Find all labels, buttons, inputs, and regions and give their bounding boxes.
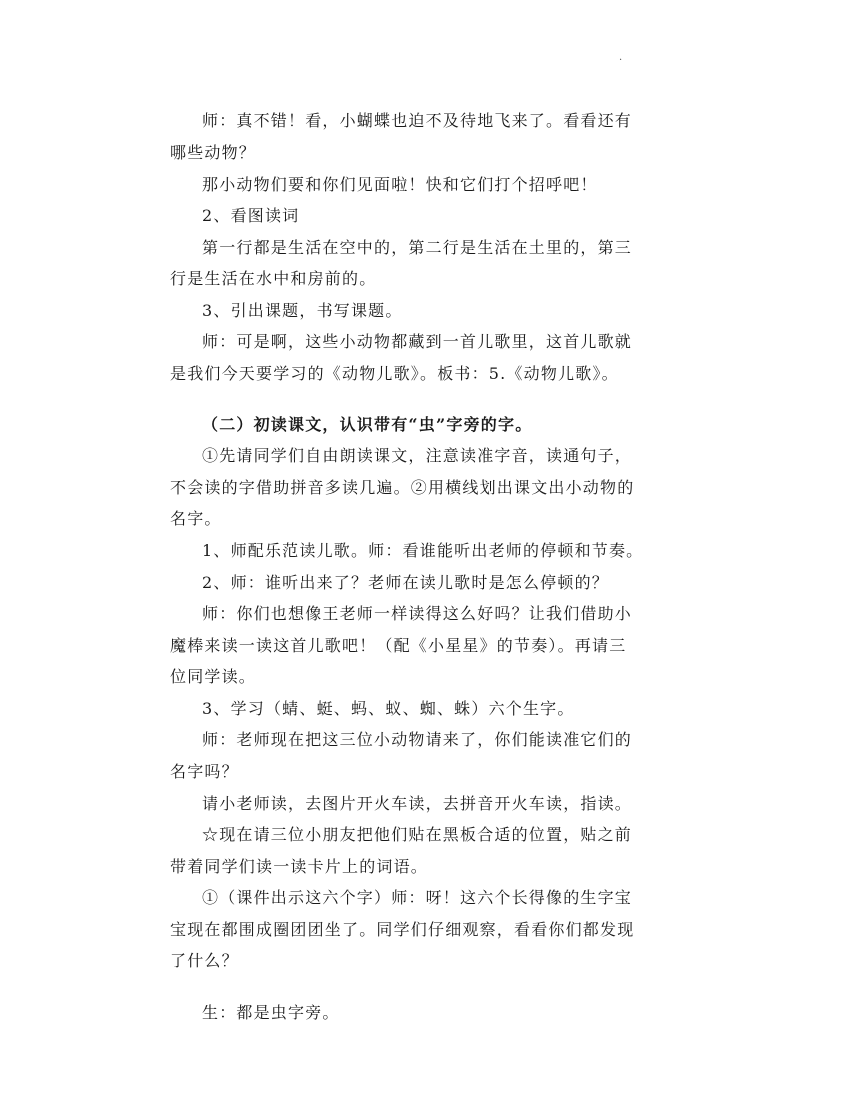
text-line: 哪些动物？	[170, 143, 257, 162]
text-line: 1、师配乐范读儿歌。师：看谁能听出老师的停顿和节奏。	[202, 541, 644, 560]
text-line: ①先请同学们自由朗读课文，注意读准字音，读通句子，	[202, 446, 633, 465]
section-heading: （二）初读课文，认识带有“虫”字旁的字。	[202, 415, 533, 434]
text-line: 2、师：谁听出来了？老师在读儿歌时是怎么停顿的？	[202, 573, 609, 592]
text-line: 带着同学们读一读卡片上的词语。	[170, 857, 429, 876]
text-line: ①（课件出示这六个字）师：呀！这六个长得像的生字宝	[202, 888, 633, 907]
text-line: 是我们今天要学习的《动物儿歌》。板书：5.《动物儿歌》。	[170, 364, 619, 383]
text-line: 师：真不错！看，小蝴蝶也迫不及待地飞来了。看看还有	[202, 111, 633, 130]
text-line: 3、引出课题，书写课题。	[202, 301, 403, 320]
text-line: 名字。	[170, 509, 222, 528]
text-line: 了什么？	[170, 951, 239, 970]
text-line: 3、学习（蜻、蜓、蚂、蚁、蜘、蛛）六个生字。	[202, 699, 575, 718]
text-line: 那小动物们要和你们见面啦！快和它们打个招呼吧！	[202, 175, 598, 194]
text-line: 不会读的字借助拼音多读几遍。②用横线划出课文出小动物的	[170, 478, 635, 497]
text-line: 生：都是虫字旁。	[202, 1003, 340, 1022]
text-line: 第一行都是生活在空中的，第二行是生活在土里的，第三	[202, 238, 633, 257]
text-line: 名字吗？	[170, 762, 239, 781]
text-line: 位同学读。	[170, 667, 257, 686]
text-line: 师：可是啊，这些小动物都藏到一首儿歌里，这首儿歌就	[202, 332, 633, 351]
text-line: 请小老师读，去图片开火车读，去拼音开火车读，指读。	[202, 794, 633, 813]
text-line: ☆现在请三位小朋友把他们贴在黑板合适的位置，贴之前	[202, 825, 633, 844]
text-line: 2、看图读词	[202, 206, 300, 225]
text-line: 师：你们也想像王老师一样读得这么好吗？让我们借助小	[202, 604, 633, 623]
text-line: 师：老师现在把这三位小动物请来了，你们能读准它们的	[202, 730, 633, 749]
text-line: 行是生活在水中和房前的。	[170, 269, 377, 288]
text-line: 宝现在都围成圈团团坐了。同学们仔细观察，看看你们都发现	[170, 920, 635, 939]
text-line: 魔棒来读一读这首儿歌吧！（配《小星星》的节奏）。再请三	[170, 636, 627, 655]
page-mark: .	[619, 52, 623, 63]
